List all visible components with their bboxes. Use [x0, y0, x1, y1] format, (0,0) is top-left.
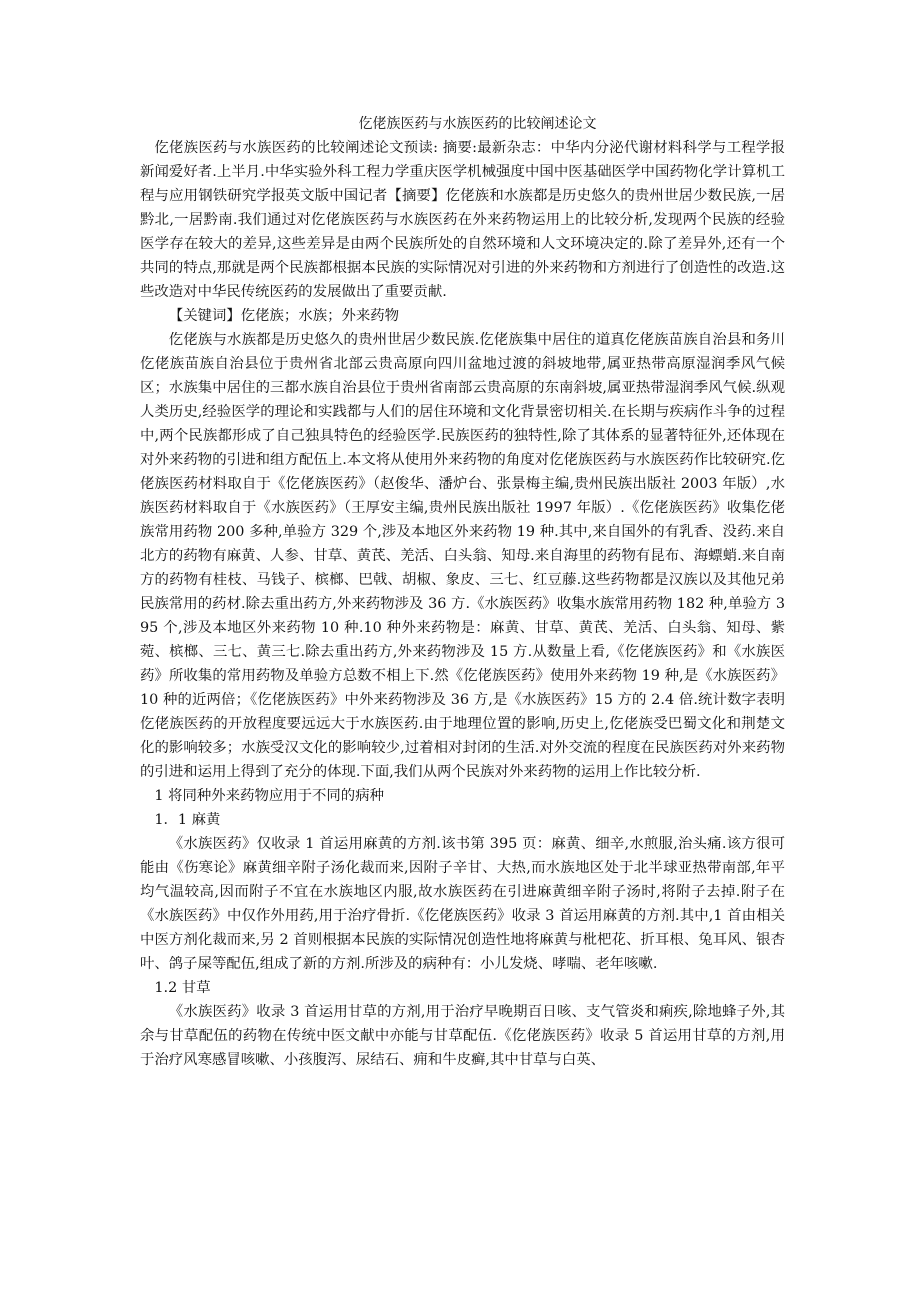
abstract-paragraph: 仡佬族医药与水族医药的比较阐述论文预读: 摘要:最新杂志：中华内分泌代谢材料科学与工程学报新闻爱好者.上半月.中华实验外科工程力学重庆医学机械强度中国中医基础医学中国药物化学计算机工程与应用钢铁研究学报英文版中国记者【摘要】仡佬族和水族都是历史悠久的贵州世居少数民族,一居黔北,一居黔南.我们通过对仡佬族医药与水族医药在外来药物运用上的比较分析,发现两个民族的经验医学存在较大的差异,这些差异是由两个民族所处的自然环境和人文环境决定的.除了差异外,还有一个共同的特点,那就是两个民族都根据本民族的实际情况对引进的外来药物和方剂进行了创造性的改造.这些改造对中华民传统医药的发展做出了重要贡献.	[140, 140, 785, 300]
subsection-heading-1-2: 1.2 甘草	[154, 980, 211, 996]
document-title: 仡佬族医药与水族医药的比较阐述论文	[358, 116, 597, 132]
section-heading-1: 1 将同种外来药物应用于不同的病种	[154, 788, 384, 804]
body-paragraph-mahuang: 《水族医药》仅收录 1 首运用麻黄的方剂.该书第 395 页：麻黄、细辛,水煎服,治头痛.该方很可能由《伤寒论》麻黄细辛附子汤化裁而来,因附子辛甘、大热,而水族地区处于北半球亚热带南部,年平均气温较高,因而附子不宜在水族地区内服,故水族医药在引进麻黄细辛附子汤时,将附子去掉.附子在《水族医药》中仅作外用药,用于治疗骨折.《仡佬族医药》收录 3 首运用麻黄的方剂.其中,1 首由相关中医方剂化裁而来,另 2 首则根据本民族的实际情况创造性地将麻黄与枇杷花、折耳根、兔耳风、银杏叶、鸽子屎等配伍,组成了新的方剂.所涉及的病种有：小儿发烧、哮喘、老年咳嗽.	[140, 836, 785, 972]
intro-paragraph: 仡佬族与水族都是历史悠久的贵州世居少数民族.仡佬族集中居住的道真仡佬族苗族自治县和务川仡佬族苗族自治县位于贵州省北部云贵高原向四川盆地过渡的斜坡地带,属亚热带高原湿润季风气候区；水族集中居住的三都水族自治县位于贵州省南部云贵高原的东南斜坡,属亚热带湿润季风气候.纵观人类历史,经验医学的理论和实践都与人们的居住环境和文化背景密切相关.在长期与疾病作斗争的过程中,两个民族都形成了自己独具特色的经验医学.民族医药的独特性,除了其体系的显著特征外,还体现在对外来药物的引进和组方配伍上.本文将从使用外来药物的角度对仡佬族医药与水族医药作比较研究.仡佬族医药材料取自于《仡佬族医药》（赵俊华、潘炉台、张景梅主编,贵州民族出版社 2003 年版）,水族医药材料取自于《水族医药》（王厚安主编,贵州民族出版社 1997 年版）.《仡佬族医药》收集仡佬族常用药物 200 多种,单验方 329 个,涉及本地区外来药物 19 种.其中,来自国外的有乳香、没药.来自北方的药物有麻黄、人参、甘草、黄芪、羌活、白头翁、知母.来自海里的药物有昆布、海螵蛸.来自南方的药物有桂枝、马钱子、槟榔、巴戟、胡椒、象皮、三七、红豆藤.这些药物都是汉族以及其他兄弟民族常用的药材.除去重出药方,外来药物涉及 36 方.《水族医药》收集水族常用药物 182 种,单验方 395 个,涉及本地区外来药物 10 种.10 种外来药物是：麻黄、甘草、黄芪、羌活、白头翁、知母、紫菀、槟榔、三七、黄三七.除去重出药方,外来药物涉及 15 方.从数量上看,《仡佬族医药》和《水族医药》所收集的常用药物及单验方总数不相上下.然《仡佬族医药》使用外来药物 19 种,是《水族医药》10 种的近两倍；《仡佬族医药》中外来药物涉及 36 方,是《水族医药》15 方的 2.4 倍.统计数字表明仡佬族医药的开放程度要远远大于水族医药.由于地理位置的影响,历史上,仡佬族受巴蜀文化和荆楚文化的影响较多；水族受汉文化的影响较少,过着相对封闭的生活.对外交流的程度在民族医药对外来药物的引进和运用上得到了充分的体现.下面,我们从两个民族对外来药物的运用上作比较分析.	[140, 332, 785, 780]
document-page	[140, 114, 785, 1072]
keywords-paragraph: 【关键词】仡佬族；水族；外来药物	[168, 308, 400, 324]
body-paragraph-gancao: 《水族医药》收录 3 首运用甘草的方剂,用于治疗早晚期百日咳、支气管炎和痢疾,除地蜂子外,其余与甘草配伍的药物在传统中医文献中亦能与甘草配伍.《仡佬族医药》收录 5 首运用甘草的方剂,用于治疗风寒感冒咳嗽、小孩腹泻、尿结石、痈和牛皮癣,其中甘草与白英、	[140, 1004, 785, 1068]
subsection-heading-1-1: 1．1 麻黄	[154, 812, 221, 828]
